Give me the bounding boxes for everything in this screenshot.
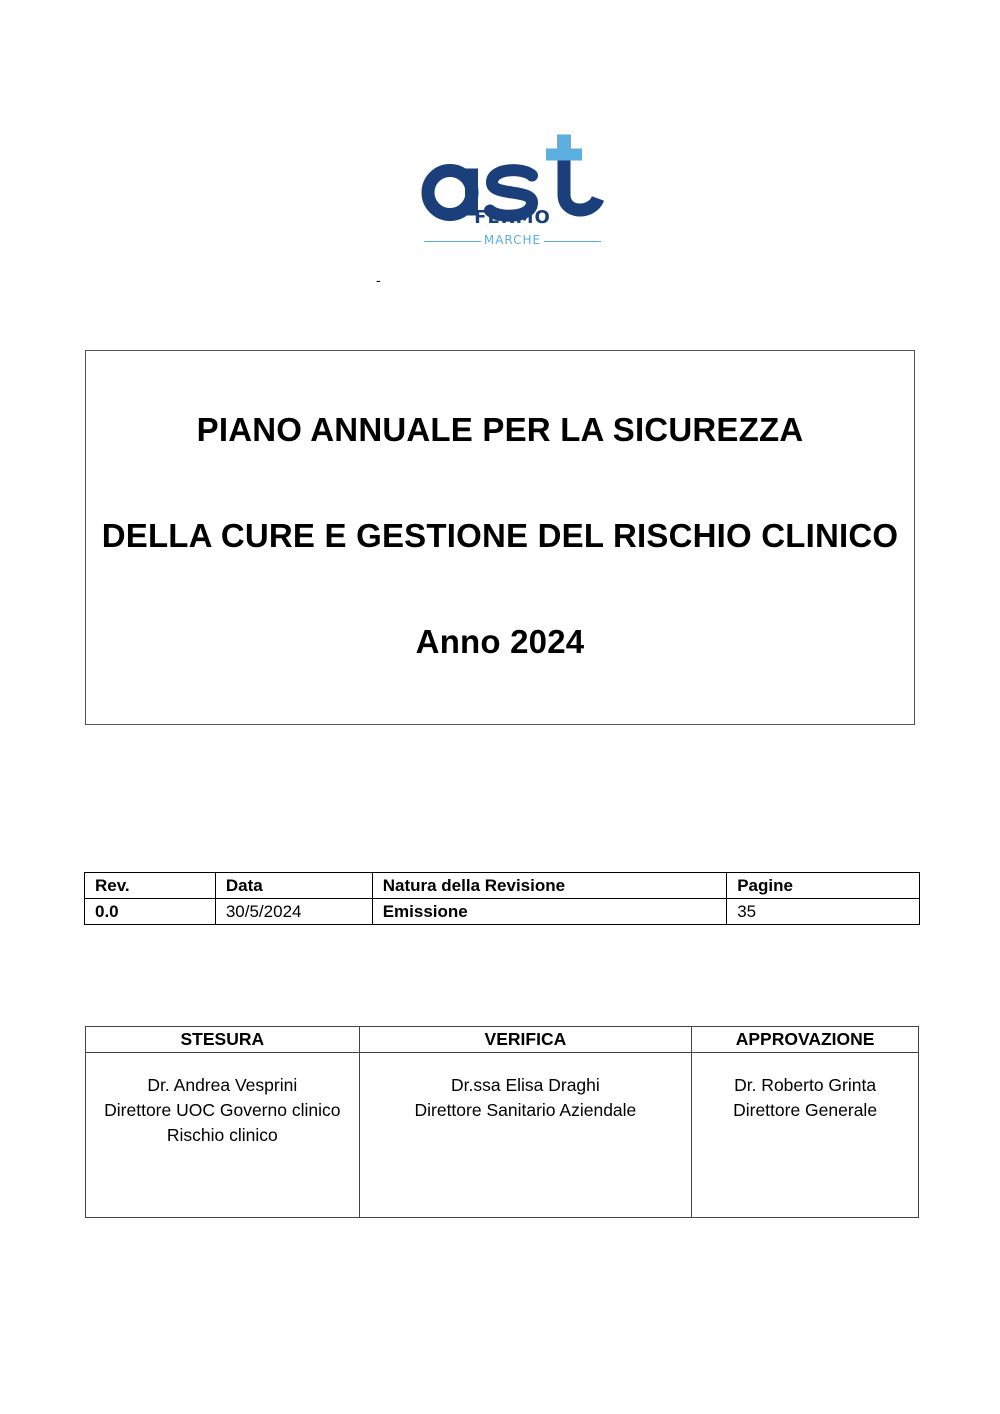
approvazione-cell xyxy=(692,1053,919,1218)
header-approvazione: APPROVAZIONE xyxy=(692,1027,919,1053)
revision-row xyxy=(85,899,920,925)
header-data: Data xyxy=(215,873,372,899)
verifica-role: Direttore Sanitario Aziendale xyxy=(414,1100,637,1120)
logo-city: FERMO xyxy=(474,207,551,228)
header-verifica: VERIFICA xyxy=(359,1027,692,1053)
verifica-cell xyxy=(359,1053,692,1218)
signature-table xyxy=(85,1026,919,1218)
title-line-3: Anno 2024 xyxy=(415,623,585,660)
header-pagine: Pagine xyxy=(727,873,920,899)
verifica-name: Dr.ssa Elisa Draghi xyxy=(450,1075,600,1095)
signature-header-row xyxy=(86,1027,919,1053)
title-line-1: PIANO ANNUALE PER LA SICUREZZA xyxy=(196,411,804,448)
rev-nature: Emissione xyxy=(372,899,727,925)
approvazione-name: Dr. Roberto Grinta xyxy=(734,1075,877,1095)
title-box xyxy=(85,350,915,725)
ast-fermo-logo xyxy=(420,108,605,253)
stesura-role: Direttore UOC Governo clinico xyxy=(104,1100,341,1120)
ast-logo-mark xyxy=(420,108,605,253)
header-rev: Rev. xyxy=(85,873,216,899)
title-line-2: DELLA CURE E GESTIONE DEL RISCHIO CLINICO xyxy=(101,517,899,554)
logo-cross-top xyxy=(558,135,570,161)
logo-region: MARCHE xyxy=(420,233,605,247)
stesura-cell xyxy=(86,1053,360,1218)
rev-pages: 35 xyxy=(727,899,920,925)
revision-header-row xyxy=(85,873,920,899)
header-stesura: STESURA xyxy=(86,1027,360,1053)
signature-row xyxy=(86,1053,919,1218)
approvazione-role: Direttore Generale xyxy=(733,1100,878,1120)
stesura-name: Dr. Andrea Vesprini xyxy=(147,1075,298,1095)
rev-date: 30/5/2024 xyxy=(215,899,372,925)
revision-table xyxy=(84,872,920,925)
rev-number: 0.0 xyxy=(85,899,216,925)
stesura-role-2: Rischio clinico xyxy=(166,1125,278,1145)
header-natura: Natura della Revisione xyxy=(372,873,727,899)
separator-dash: - xyxy=(376,272,381,288)
